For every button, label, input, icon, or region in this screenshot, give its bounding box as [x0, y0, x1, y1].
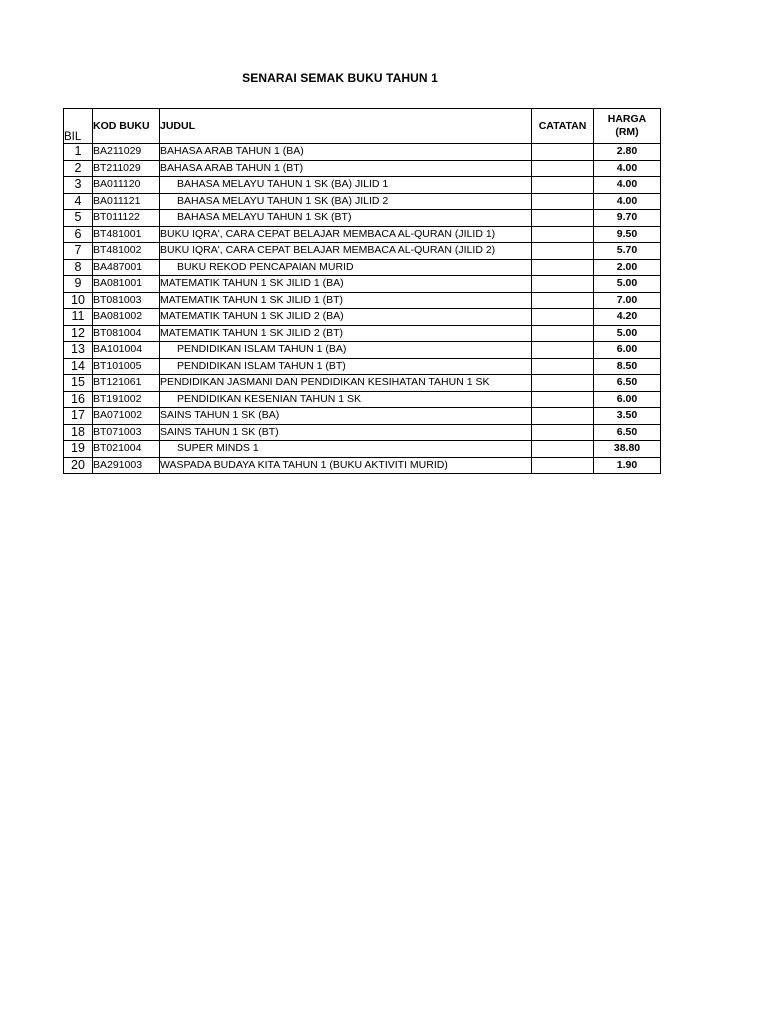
row-judul: MATEMATIK TAHUN 1 SK JILID 2 (BA): [160, 309, 532, 326]
row-judul: BAHASA MELAYU TAHUN 1 SK (BT): [160, 210, 532, 227]
row-catatan: [532, 259, 594, 276]
row-bil: 18: [64, 424, 93, 441]
row-harga: 8.50: [594, 358, 661, 375]
row-harga: 5.00: [594, 276, 661, 293]
row-catatan: [532, 342, 594, 359]
row-harga: 6.50: [594, 375, 661, 392]
row-judul: BAHASA ARAB TAHUN 1 (BA): [160, 144, 532, 161]
row-bil: 2: [64, 160, 93, 177]
table-row: [64, 358, 661, 375]
row-kod-buku: BA071002: [93, 408, 160, 425]
row-judul: PENDIDIKAN ISLAM TAHUN 1 (BT): [160, 358, 532, 375]
row-kod-buku: BT211029: [93, 160, 160, 177]
row-catatan: [532, 424, 594, 441]
row-catatan: [532, 358, 594, 375]
header-harga-unit: (RM): [615, 126, 639, 138]
row-catatan: [532, 276, 594, 293]
row-kod-buku: BA101004: [93, 342, 160, 359]
table-body: [64, 144, 661, 474]
row-bil: 1: [64, 144, 93, 161]
row-catatan: [532, 292, 594, 309]
book-checklist-table: [63, 108, 661, 474]
row-harga: 3.50: [594, 408, 661, 425]
row-judul: PENDIDIKAN KESENIAN TAHUN 1 SK: [160, 391, 532, 408]
table-row: [64, 325, 661, 342]
table-row: [64, 342, 661, 359]
row-bil: 6: [64, 226, 93, 243]
row-catatan: [532, 441, 594, 458]
row-bil: 8: [64, 259, 93, 276]
table-row: [64, 391, 661, 408]
row-harga: 9.50: [594, 226, 661, 243]
row-harga: 4.00: [594, 160, 661, 177]
table-row: [64, 292, 661, 309]
row-judul: MATEMATIK TAHUN 1 SK JILID 1 (BT): [160, 292, 532, 309]
row-bil: 7: [64, 243, 93, 260]
row-harga: 2.00: [594, 259, 661, 276]
row-harga: 2.80: [594, 144, 661, 161]
row-judul: BAHASA ARAB TAHUN 1 (BT): [160, 160, 532, 177]
header-kod-buku: KOD BUKU: [93, 109, 160, 144]
table-header-row: [64, 109, 661, 144]
row-harga: 4.00: [594, 177, 661, 194]
row-kod-buku: BT071003: [93, 424, 160, 441]
table-row: [64, 193, 661, 210]
row-bil: 5: [64, 210, 93, 227]
row-catatan: [532, 391, 594, 408]
row-judul: SAINS TAHUN 1 SK (BA): [160, 408, 532, 425]
row-kod-buku: BT481001: [93, 226, 160, 243]
row-harga: 5.70: [594, 243, 661, 260]
header-catatan: CATATAN: [532, 109, 594, 144]
row-bil: 15: [64, 375, 93, 392]
row-catatan: [532, 309, 594, 326]
row-catatan: [532, 457, 594, 474]
table-row: [64, 226, 661, 243]
row-harga: 6.00: [594, 342, 661, 359]
row-judul: BUKU REKOD PENCAPAIAN MURID: [160, 259, 532, 276]
row-harga: 9.70: [594, 210, 661, 227]
row-harga: 7.00: [594, 292, 661, 309]
row-catatan: [532, 193, 594, 210]
row-harga: 4.00: [594, 193, 661, 210]
row-bil: 14: [64, 358, 93, 375]
table-row: [64, 144, 661, 161]
row-kod-buku: BT081004: [93, 325, 160, 342]
row-harga: 6.00: [594, 391, 661, 408]
row-harga: 4.20: [594, 309, 661, 326]
header-harga: [594, 109, 661, 144]
row-bil: 20: [64, 457, 93, 474]
table-row: [64, 243, 661, 260]
row-catatan: [532, 144, 594, 161]
row-judul: SAINS TAHUN 1 SK (BT): [160, 424, 532, 441]
row-harga: 38.80: [594, 441, 661, 458]
row-judul: WASPADA BUDAYA KITA TAHUN 1 (BUKU AKTIVITI MURID): [160, 457, 532, 474]
header-harga-label: HARGA: [607, 113, 647, 125]
row-kod-buku: BT191002: [93, 391, 160, 408]
row-judul: PENDIDIKAN JASMANI DAN PENDIDIKAN KESIHATAN TAHUN 1 SK: [160, 375, 532, 392]
row-kod-buku: BT021004: [93, 441, 160, 458]
table-row: [64, 441, 661, 458]
table-row: [64, 309, 661, 326]
row-catatan: [532, 243, 594, 260]
row-catatan: [532, 375, 594, 392]
header-bil: BIL: [64, 109, 93, 144]
row-judul: SUPER MINDS 1: [160, 441, 532, 458]
row-bil: 19: [64, 441, 93, 458]
row-judul: BAHASA MELAYU TAHUN 1 SK (BA) JILID 1: [160, 177, 532, 194]
row-catatan: [532, 210, 594, 227]
row-bil: 17: [64, 408, 93, 425]
row-kod-buku: BT481002: [93, 243, 160, 260]
table-row: [64, 259, 661, 276]
row-judul: BUKU IQRA', CARA CEPAT BELAJAR MEMBACA AL-QURAN (JILID 2): [160, 243, 532, 260]
row-catatan: [532, 226, 594, 243]
row-kod-buku: BA011120: [93, 177, 160, 194]
row-catatan: [532, 177, 594, 194]
row-kod-buku: BA011121: [93, 193, 160, 210]
row-bil: 13: [64, 342, 93, 359]
row-kod-buku: BT101005: [93, 358, 160, 375]
table-row: [64, 408, 661, 425]
row-kod-buku: BA211029: [93, 144, 160, 161]
row-judul: BAHASA MELAYU TAHUN 1 SK (BA) JILID 2: [160, 193, 532, 210]
row-bil: 12: [64, 325, 93, 342]
row-kod-buku: BT011122: [93, 210, 160, 227]
row-catatan: [532, 325, 594, 342]
row-harga: 5.00: [594, 325, 661, 342]
row-kod-buku: BA081002: [93, 309, 160, 326]
row-harga: 6.50: [594, 424, 661, 441]
row-harga: 1.90: [594, 457, 661, 474]
table-row: [64, 276, 661, 293]
row-judul: PENDIDIKAN ISLAM TAHUN 1 (BA): [160, 342, 532, 359]
row-kod-buku: BT081003: [93, 292, 160, 309]
row-kod-buku: BA291003: [93, 457, 160, 474]
row-judul: MATEMATIK TAHUN 1 SK JILID 1 (BA): [160, 276, 532, 293]
table-row: [64, 424, 661, 441]
row-catatan: [532, 160, 594, 177]
row-kod-buku: BA487001: [93, 259, 160, 276]
row-bil: 4: [64, 193, 93, 210]
row-bil: 3: [64, 177, 93, 194]
row-kod-buku: BT121061: [93, 375, 160, 392]
row-bil: 9: [64, 276, 93, 293]
row-catatan: [532, 408, 594, 425]
table-row: [64, 457, 661, 474]
page-title: SENARAI SEMAK BUKU TAHUN 1: [242, 71, 438, 85]
row-judul: MATEMATIK TAHUN 1 SK JILID 2 (BT): [160, 325, 532, 342]
row-bil: 10: [64, 292, 93, 309]
row-bil: 11: [64, 309, 93, 326]
header-judul: JUDUL: [160, 109, 532, 144]
table-row: [64, 160, 661, 177]
table-row: [64, 375, 661, 392]
row-judul: BUKU IQRA', CARA CEPAT BELAJAR MEMBACA AL-QURAN (JILID 1): [160, 226, 532, 243]
table-row: [64, 177, 661, 194]
table-row: [64, 210, 661, 227]
row-bil: 16: [64, 391, 93, 408]
row-kod-buku: BA081001: [93, 276, 160, 293]
